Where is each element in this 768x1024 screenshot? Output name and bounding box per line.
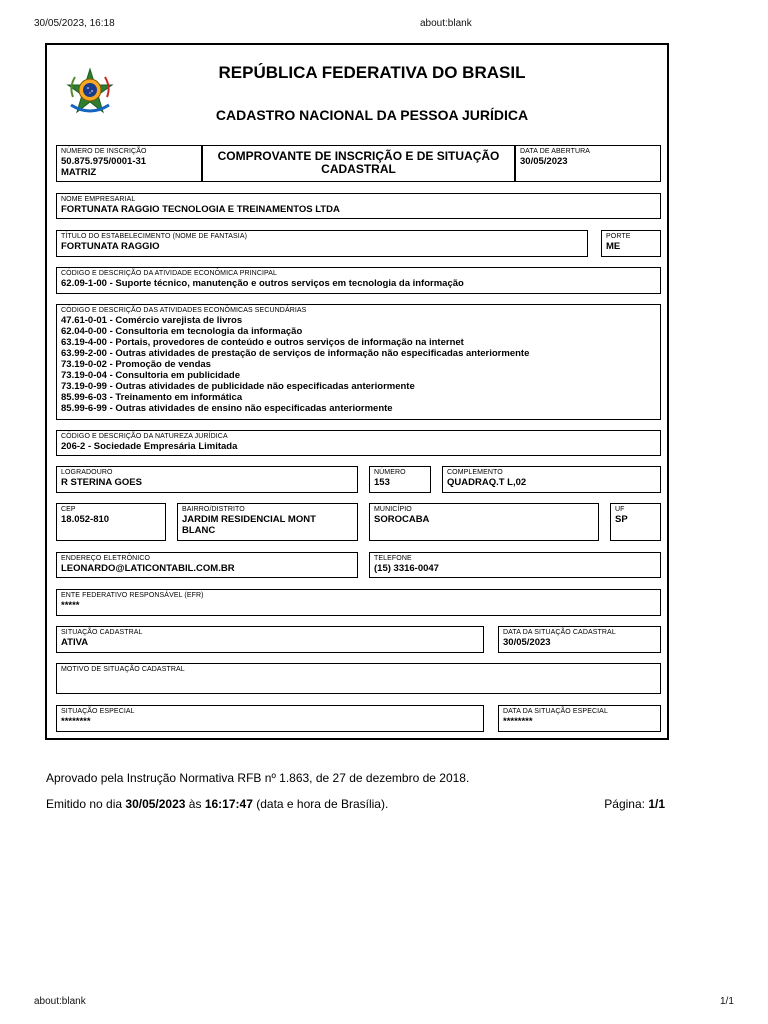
abertura-label: DATA DE ABERTURA (520, 148, 591, 155)
list-item: 85.99-6-99 - Outras atividades de ensino não especificadas anteriormente (61, 403, 393, 414)
print-footer-url: about:blank (34, 996, 86, 1007)
cep-box (56, 503, 166, 541)
situacao-especial-label: SITUAÇÃO ESPECIAL (61, 708, 135, 715)
list-item: 62.04-0-00 - Consultoria em tecnologia da informação (61, 326, 303, 337)
document-frame (45, 43, 669, 740)
efr-label: ENTE FEDERATIVO RESPONSÁVEL (EFR) (61, 592, 204, 599)
titulo-box (56, 230, 588, 257)
email-value: LEONARDO@LATICONTABIL.COM.BR (61, 563, 235, 574)
list-item: 85.99-6-03 - Treinamento em informática (61, 392, 243, 403)
abertura-box (515, 145, 661, 182)
bairro-box (177, 503, 358, 541)
print-footer-page: 1/1 (720, 996, 734, 1007)
print-datetime: 30/05/2023, 16:18 (34, 18, 115, 29)
data-situacao-label: DATA DA SITUAÇÃO CADASTRAL (503, 629, 616, 636)
uf-value: SP (615, 514, 628, 525)
logradouro-box (56, 466, 358, 493)
list-item: 73.19-0-02 - Promoção de vendas (61, 359, 211, 370)
municipio-label: MUNICÍPIO (374, 506, 412, 513)
bairro-label: BAIRRO/DISTRITO (182, 506, 245, 513)
motivo-label: MOTIVO DE SITUAÇÃO CADASTRAL (61, 666, 185, 673)
inscricao-type: MATRIZ (61, 167, 97, 178)
page-subtitle: CADASTRO NACIONAL DA PESSOA JURÍDICA (215, 107, 529, 123)
atividade-principal-box (56, 267, 661, 294)
telefone-value: (15) 3316-0047 (374, 563, 439, 574)
list-item: 63.19-4-00 - Portais, provedores de conteúdo e outros serviços de informação na internet (61, 337, 464, 348)
motivo-box (56, 663, 661, 694)
complemento-box (442, 466, 661, 493)
email-box (56, 552, 358, 578)
inscricao-number: 50.875.975/0001-31 (61, 156, 147, 167)
inscricao-label: NÚMERO DE INSCRIÇÃO (61, 148, 147, 155)
data-situacao-especial-value: ******** (503, 716, 533, 727)
municipio-box (369, 503, 599, 541)
situacao-box (56, 626, 484, 653)
situacao-label: SITUAÇÃO CADASTRAL (61, 629, 143, 636)
telefone-box (369, 552, 661, 578)
complemento-value: QUADRAQ.T L,02 (447, 477, 527, 488)
list-item: 63.99-2-00 - Outras atividades de prestação de serviços de informação não especificadas anteriormente (61, 348, 530, 359)
inscricao-box (56, 145, 202, 182)
logradouro-label: LOGRADOURO (61, 469, 113, 476)
atividade-principal-desc: Suporte técnico, manutenção e outros serviços em tecnologia da informação (115, 278, 464, 289)
natureza-juridica-value: 206-2 - Sociedade Empresária Limitada (61, 441, 238, 452)
municipio-value: SOROCABA (374, 514, 430, 525)
porte-box (601, 230, 661, 257)
page-title: REPÚBLICA FEDERATIVA DO BRASIL (218, 63, 526, 82)
list-item: 73.19-0-04 - Consultoria em publicidade (61, 370, 240, 381)
porte-value: ME (606, 241, 621, 252)
efr-box (56, 589, 661, 616)
natureza-juridica-label: CÓDIGO E DESCRIÇÃO DA NATUREZA JURÍDICA (61, 433, 228, 440)
approval-note: Aprovado pela Instrução Normativa RFB nº 1.863, de 27 de dezembro de 2018. (46, 771, 470, 785)
efr-value: ***** (61, 600, 80, 611)
emission-note: Emitido no dia 30/05/2023 às 16:17:47 (data e hora de Brasília). (46, 797, 389, 811)
titulo-value: FORTUNATA RAGGIO (61, 241, 160, 252)
uf-box (610, 503, 661, 541)
data-situacao-box (498, 626, 661, 653)
print-url: about:blank (420, 18, 472, 29)
nome-empresarial-box (56, 193, 661, 219)
titulo-label: TÍTULO DO ESTABELECIMENTO (NOME DE FANTASIA) (61, 233, 248, 240)
situacao-value: ATIVA (61, 637, 89, 648)
atividades-secundarias-list (61, 315, 656, 414)
list-item: 47.61-0-01 - Comércio varejista de livros (61, 315, 243, 326)
atividade-principal-label: CÓDIGO E DESCRIÇÃO DA ATIVIDADE ECONÔMICA PRINCIPAL (61, 270, 278, 277)
list-item: 73.19-0-99 - Outras atividades de publicidade não especificadas anteriormente (61, 381, 415, 392)
situacao-especial-value: ******** (61, 716, 91, 727)
complemento-label: COMPLEMENTO (447, 469, 503, 476)
atividade-principal-code: 62.09-1-00 (61, 278, 107, 289)
telefone-label: TELEFONE (374, 555, 412, 562)
comprovante-box (202, 145, 515, 182)
cep-value: 18.052-810 (61, 514, 110, 525)
abertura-value: 30/05/2023 (520, 156, 568, 167)
atividades-secundarias-label: CÓDIGO E DESCRIÇÃO DAS ATIVIDADES ECONÔMICAS SECUNDÁRIAS (61, 307, 307, 314)
bairro-line1: JARDIM RESIDENCIAL MONT (182, 514, 316, 525)
comprovante-title-line1: COMPROVANTE DE INSCRIÇÃO E DE SITUAÇÃO (217, 149, 500, 163)
atividades-secundarias-box (56, 304, 661, 420)
data-situacao-value: 30/05/2023 (503, 637, 551, 648)
data-situacao-especial-box (498, 705, 661, 732)
situacao-especial-box (56, 705, 484, 732)
logradouro-value: R STERINA GOES (61, 477, 142, 488)
bairro-line2: BLANC (182, 525, 216, 536)
natureza-juridica-box (56, 430, 661, 456)
nome-empresarial-value: FORTUNATA RAGGIO TECNOLOGIA E TREINAMENTOS LTDA (61, 204, 340, 215)
numero-value: 153 (374, 477, 390, 488)
atividade-principal-value: 62.09-1-00 - Suporte técnico, manutenção e outros serviços em tecnologia da informação (61, 278, 464, 289)
porte-label: PORTE (606, 233, 631, 240)
comprovante-title-line2: CADASTRAL (321, 162, 396, 176)
email-label: ENDEREÇO ELETRÔNICO (61, 555, 151, 562)
uf-label: UF (615, 506, 625, 513)
cep-label: CEP (61, 506, 76, 513)
numero-label: NÚMERO (374, 469, 406, 476)
page-indicator: Página: 1/1 (604, 797, 665, 811)
data-situacao-especial-label: DATA DA SITUAÇÃO ESPECIAL (503, 708, 608, 715)
numero-box (369, 466, 431, 493)
nome-empresarial-label: NOME EMPRESARIAL (61, 196, 136, 203)
